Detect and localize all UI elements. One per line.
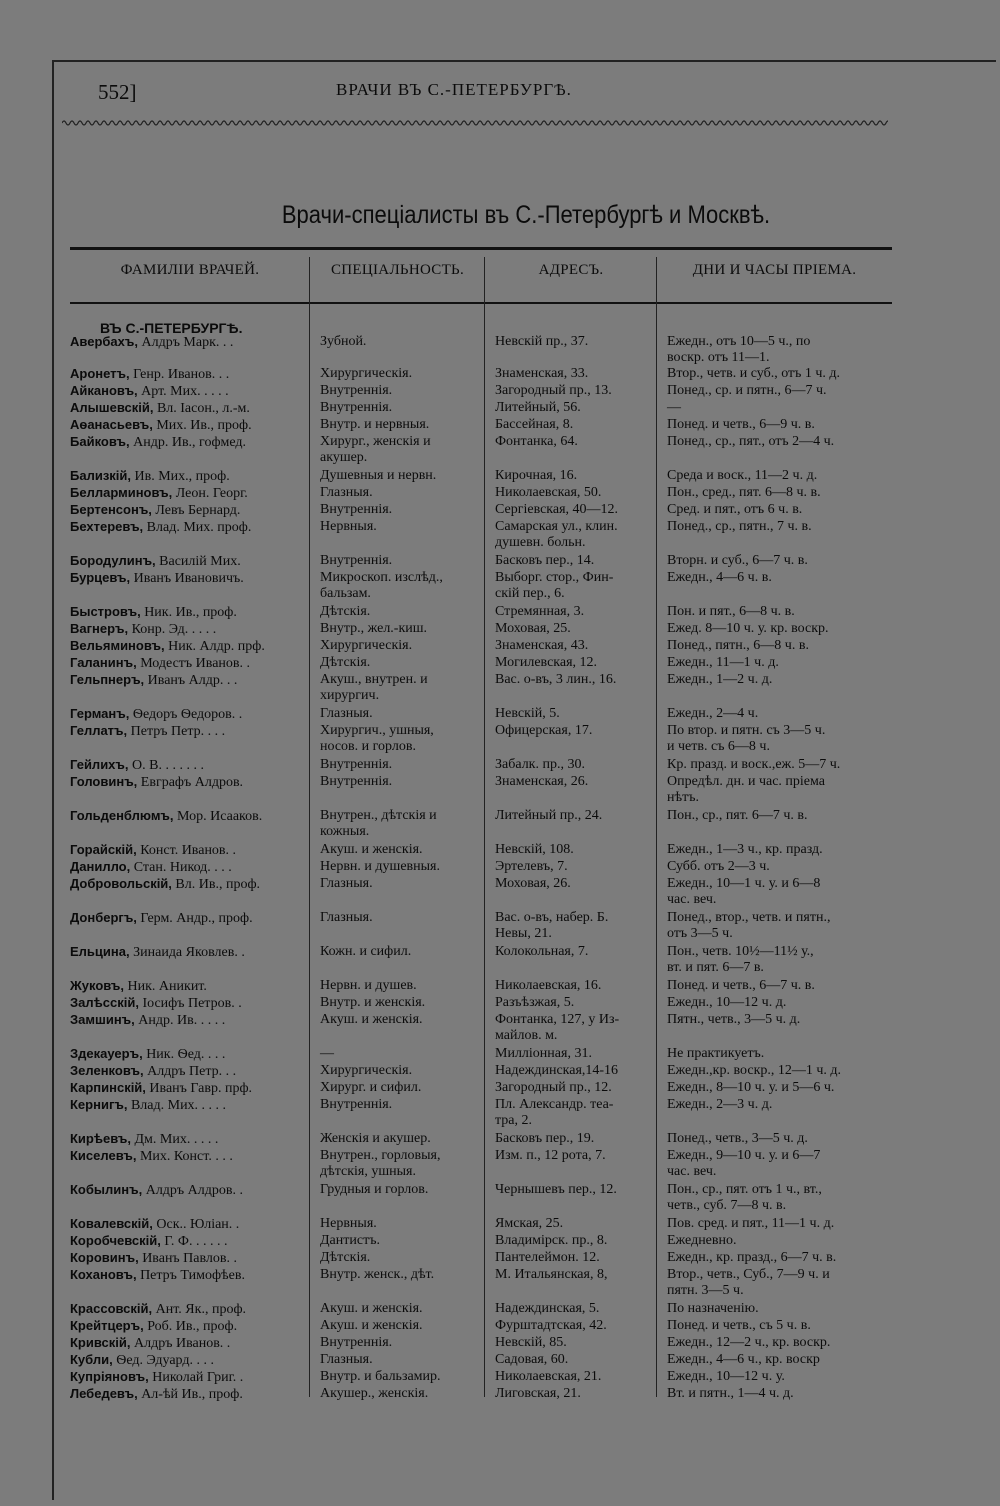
- column-header-specialty: СПЕЦІАЛЬНОСТЬ.: [330, 262, 465, 278]
- doctor-address: Фонтанка, 64.: [495, 434, 578, 449]
- doctor-specialty: Хирургическія.: [320, 366, 413, 381]
- doctor-surname: Авербахъ,: [70, 334, 138, 349]
- doctor-given-names: Генр. Иванов. . .: [129, 367, 230, 382]
- doctor-surname: Карпинскій,: [70, 1080, 146, 1095]
- doctor-address: М. Итальянская, 8,: [495, 1267, 608, 1282]
- doctor-given-names: Петръ Тимофѣев.: [136, 1268, 245, 1283]
- doctor-surname: Вагнеръ,: [70, 621, 129, 636]
- doctor-name: [70, 1318, 310, 1335]
- doctor-given-names: Мих. Ив., проф.: [152, 418, 252, 433]
- doctor-hours: Ежедн., кр. празд., 6—7 ч. в.: [667, 1250, 837, 1265]
- doctor-address: Басковъ пер., 14.: [495, 553, 595, 568]
- doctor-specialty: Грудныя и горлов.: [320, 1182, 429, 1197]
- doctor-specialty: Внутр. и женскія.: [320, 995, 426, 1010]
- doctor-address: Кирочная, 16.: [495, 468, 578, 483]
- doctor-name: [70, 519, 310, 536]
- doctor-specialty: Акуш. и женскія.: [320, 1012, 423, 1027]
- column-headers: [70, 252, 892, 302]
- page-title: Врачи-спеціалисты въ С.-Петербургѣ и Москвѣ.: [281, 200, 771, 229]
- doctor-hours: Кр. празд. и воск.,еж. 5—7 ч.: [667, 757, 841, 772]
- column-header-address: АДРЕСЪ.: [538, 262, 604, 278]
- doctor-hours: Пон. и пят., 6—8 ч. в.: [667, 604, 795, 619]
- doctor-surname: Галанинъ,: [70, 655, 137, 670]
- doctor-specialty: Глазныя.: [320, 910, 373, 925]
- doctor-address: Забалк. пр., 30.: [495, 757, 585, 772]
- doctor-name: [70, 842, 310, 859]
- doctor-specialty: Дантистъ.: [320, 1233, 380, 1248]
- doctor-hours: Ежедн.,кр. воскр., 12—1 ч. д.: [667, 1063, 842, 1078]
- doctor-surname: Байковъ,: [70, 434, 130, 449]
- doctor-given-names: Алдръ Алдров. .: [142, 1183, 243, 1198]
- doctor-address: Знаменская, 26.: [495, 774, 589, 789]
- doctor-name: [70, 876, 310, 893]
- doctor-name: [70, 1386, 310, 1403]
- doctor-given-names: Арт. Мих. . . . .: [137, 384, 229, 399]
- doctor-surname: Кобылинъ,: [70, 1182, 143, 1197]
- doctor-address: Самарская ул., клин. душевн. больн.: [495, 519, 618, 550]
- doctor-address: Николаевская, 50.: [495, 485, 602, 500]
- column-header-hours: ДНИ И ЧАСЫ ПРІЕМА.: [692, 262, 857, 278]
- doctor-specialty: Внутреннія.: [320, 502, 393, 517]
- doctor-specialty: Хирург. и сифил.: [320, 1080, 422, 1095]
- doctor-given-names: Зинаида Яковлев. .: [129, 945, 245, 960]
- doctor-given-names: Модестъ Иванов. .: [136, 656, 251, 671]
- doctor-hours: Ежед. 8—10 ч. у. кр. воскр.: [667, 621, 829, 636]
- doctor-specialty: —: [320, 1046, 334, 1061]
- doctor-hours: По назначенію.: [667, 1301, 759, 1316]
- doctor-specialty: Глазныя.: [320, 1352, 373, 1367]
- doctor-specialty: Нервн. и душев.: [320, 978, 417, 993]
- doctor-specialty: Хирургич., ушныя, носов. и горлов.: [320, 723, 434, 754]
- doctor-surname: Бурцевъ,: [70, 570, 131, 585]
- doctor-surname: Аронетъ,: [70, 366, 130, 381]
- doctor-surname: Германъ,: [70, 706, 130, 721]
- doctor-surname: Коробчевскій,: [70, 1233, 161, 1248]
- doctor-hours: Понед., четв., 3—5 ч. д.: [667, 1131, 808, 1146]
- running-title: ВРАЧИ ВЪ С.-ПЕТЕРБУРГѢ.: [336, 80, 572, 99]
- doctor-address: Пантелеймон. 12.: [495, 1250, 600, 1265]
- doctor-given-names: Влад. Мих. проф.: [143, 520, 252, 535]
- doctor-address: Владимірск. пр., 8.: [495, 1233, 608, 1248]
- doctor-specialty: Хирургическія.: [320, 1063, 413, 1078]
- doctor-hours: Ежедн., 10—12 ч. у.: [667, 1369, 785, 1384]
- doctor-name: [70, 1097, 310, 1114]
- header-rule: [70, 247, 892, 250]
- doctor-surname: Добровольскій,: [70, 876, 172, 891]
- doctor-specialty: Зубной.: [320, 334, 367, 349]
- doctor-name: [70, 1267, 310, 1284]
- doctor-hours: Понед., ср., пят., отъ 2—4 ч.: [667, 434, 835, 449]
- doctor-hours: Субб. отъ 2—3 ч.: [667, 859, 770, 874]
- doctor-specialty: Внутреннія.: [320, 1335, 393, 1350]
- doctor-address: Надеждинская,14-16: [495, 1063, 619, 1078]
- doctor-hours: Ежедн., 10—12 ч. д.: [667, 995, 787, 1010]
- doctor-name: [70, 621, 310, 638]
- doctor-specialty: Внутрен., дѣтскія и кожныя.: [320, 808, 437, 839]
- doctor-specialty: Акушер., женскія.: [320, 1386, 429, 1401]
- doctor-hours: Ежедн., 1—2 ч. д.: [667, 672, 773, 687]
- doctor-address: Николаевская, 21.: [495, 1369, 602, 1384]
- doctor-specialty: Внутр. и бальзамир.: [320, 1369, 441, 1384]
- doctor-given-names: Леон. Георг.: [172, 486, 248, 501]
- doctor-given-names: Андр. Ив. . . . .: [134, 1013, 226, 1028]
- doctor-address: Стремянная, 3.: [495, 604, 585, 619]
- doctor-given-names: Ник. Алдр. прф.: [164, 639, 265, 654]
- doctor-specialty: Нервныя.: [320, 519, 377, 534]
- doctor-hours: Втор., четв. и суб., отъ 1 ч. д.: [667, 366, 841, 381]
- doctor-address: Эртелевъ, 7.: [495, 859, 568, 874]
- doctor-given-names: Иванъ Гавр. прф.: [145, 1081, 253, 1096]
- doctor-address: Загородный пр., 13.: [495, 383, 612, 398]
- doctor-address: Лиговская, 21.: [495, 1386, 581, 1401]
- doctor-name: [70, 757, 310, 774]
- doctor-specialty: Внутреннія.: [320, 383, 393, 398]
- doctor-address: Пл. Александр. теа- тра, 2.: [495, 1097, 614, 1128]
- doctor-given-names: Ѳедоръ Ѳедоров. .: [129, 707, 243, 722]
- doctor-hours: Пятн., четв., 3—5 ч. д.: [667, 1012, 801, 1027]
- doctor-name: [70, 1012, 310, 1029]
- doctor-given-names: Иванъ Алдр. . .: [144, 673, 238, 688]
- wavy-rule: [62, 116, 888, 130]
- doctor-given-names: Андр. Ив., гофмед.: [129, 435, 247, 450]
- doctor-hours: Понед., ср., пятн., 7 ч. в.: [667, 519, 812, 534]
- doctor-surname: Кохановъ,: [70, 1267, 137, 1282]
- doctor-name: [70, 1216, 310, 1233]
- doctor-surname: Вельяминовъ,: [70, 638, 165, 653]
- doctor-hours: По втор. и пятн. съ 3—5 ч. и четв. съ 6—8 ч.: [667, 723, 826, 754]
- doctor-hours: Ежедн., отъ 10—5 ч., по воскр. отъ 11—1.: [667, 334, 811, 365]
- doctor-address: Басковъ пер., 19.: [495, 1131, 595, 1146]
- doctor-specialty: Внутреннія.: [320, 400, 393, 415]
- doctor-hours: Понед., пятн., 6—8 ч. в.: [667, 638, 809, 653]
- doctor-hours: Ежедн., 11—1 ч. д.: [667, 655, 779, 670]
- doctor-surname: Бехтеревъ,: [70, 519, 144, 534]
- doctor-name: [70, 655, 310, 672]
- doctor-surname: Ельцина,: [70, 944, 130, 959]
- doctor-given-names: Ив. Мих., проф.: [131, 469, 230, 484]
- doctor-surname: Здекауеръ,: [70, 1046, 143, 1061]
- doctor-specialty: Акуш. и женскія.: [320, 842, 423, 857]
- doctor-specialty: Хирург., женскія и акушер.: [320, 434, 431, 465]
- doctor-surname: Купріяновъ,: [70, 1369, 149, 1384]
- doctor-hours: Вт. и пятн., 1—4 ч. д.: [667, 1386, 794, 1401]
- doctors-table: [70, 304, 892, 1404]
- doctor-address: Литейный пр., 24.: [495, 808, 603, 823]
- doctor-hours: Ежедневно.: [667, 1233, 737, 1248]
- doctor-specialty: Внутр. женск., дѣт.: [320, 1267, 435, 1282]
- doctor-given-names: Конр. Эд. . . . .: [128, 622, 217, 637]
- doctor-given-names: Петръ Петр. . . .: [127, 724, 226, 739]
- doctor-given-names: Оск.. Юліан. .: [152, 1217, 240, 1232]
- doctor-specialty: Нервн. и душевныя.: [320, 859, 440, 874]
- doctor-surname: Геллатъ,: [70, 723, 128, 738]
- doctor-address: Надеждинская, 5.: [495, 1301, 600, 1316]
- doctor-address: Невскій, 85.: [495, 1335, 567, 1350]
- doctor-surname: Лебедевъ,: [70, 1386, 138, 1401]
- doctor-surname: Зеленковъ,: [70, 1063, 144, 1078]
- doctor-hours: Ежедн., 1—3 ч., кр. празд.: [667, 842, 823, 857]
- doctor-specialty: Внутреннія.: [320, 757, 393, 772]
- doctor-surname: Кривскій,: [70, 1335, 131, 1350]
- doctor-given-names: Ал-ѣй Ив., проф.: [137, 1387, 243, 1402]
- doctor-specialty: Душевныя и нервн.: [320, 468, 437, 483]
- doctor-name: [70, 383, 310, 400]
- doctor-address: Фурштадтская, 42.: [495, 1318, 607, 1333]
- doctor-surname: Крейтцеръ,: [70, 1318, 144, 1333]
- doctor-address: Разъѣзжая, 5.: [495, 995, 575, 1010]
- doctor-address: Знаменская, 43.: [495, 638, 589, 653]
- doctor-surname: Гольденблюмъ,: [70, 808, 174, 823]
- doctor-address: Вас. о-въ, 3 лин., 16.: [495, 672, 617, 687]
- doctor-hours: —: [667, 400, 681, 415]
- doctor-surname: Данилло,: [70, 859, 131, 874]
- doctor-specialty: Внутр. и нервныя.: [320, 417, 430, 432]
- doctor-surname: Ковалевскій,: [70, 1216, 153, 1231]
- doctor-specialty: Дѣтскія.: [320, 604, 371, 619]
- doctor-given-names: Дм. Мих. . . . .: [131, 1132, 219, 1147]
- doctor-given-names: Вл. Ив., проф.: [171, 877, 261, 892]
- doctor-specialty: Женскія и акушер.: [320, 1131, 431, 1146]
- doctor-address: Чернышевъ пер., 12.: [495, 1182, 617, 1197]
- doctor-specialty: Глазныя.: [320, 876, 373, 891]
- doctor-name: [70, 1352, 310, 1369]
- doctor-surname: Алышевскій,: [70, 400, 154, 415]
- doctor-hours: Понед. и четв., 6—9 ч. в.: [667, 417, 815, 432]
- doctor-given-names: Роб. Ив., проф.: [143, 1319, 238, 1334]
- doctor-name: [70, 485, 310, 502]
- doctor-surname: Бализкій,: [70, 468, 132, 483]
- doctor-address: Милліонная, 31.: [495, 1046, 592, 1061]
- doctor-hours: Ежедн., 10—1 ч. у. и 6—8 час. веч.: [667, 876, 821, 907]
- doctor-surname: Кирѣевъ,: [70, 1131, 131, 1146]
- doctor-address: Выборг. стор., Фин- скій пер., 6.: [495, 570, 614, 601]
- doctor-name: [70, 553, 310, 570]
- doctor-specialty: Внутреннія.: [320, 774, 393, 789]
- doctor-name: [70, 1182, 310, 1199]
- doctor-specialty: Глазныя.: [320, 706, 373, 721]
- doctor-address: Колокольная, 7.: [495, 944, 589, 959]
- doctor-address: Офицерская, 17.: [495, 723, 593, 738]
- section-heading: ВЪ С.-ПЕТЕРБУРГѢ.: [100, 320, 243, 336]
- doctor-name: [70, 468, 310, 485]
- doctor-given-names: Ант. Як., проф.: [152, 1302, 247, 1317]
- doctor-given-names: Иванъ Павлов. .: [138, 1251, 238, 1266]
- doctor-surname: Айкановъ,: [70, 383, 138, 398]
- doctor-surname: Белларминовъ,: [70, 485, 173, 500]
- doctor-given-names: Иванъ Ивановичъ.: [130, 571, 244, 586]
- doctor-given-names: Мих. Конст. . . .: [136, 1149, 233, 1164]
- doctor-hours: Втор., четв., Суб., 7—9 ч. и пятн. 3—5 ч.: [667, 1267, 830, 1298]
- doctor-surname: Бертенсонъ,: [70, 502, 152, 517]
- doctor-name: [70, 944, 310, 961]
- doctor-address: Могилевская, 12.: [495, 655, 598, 670]
- doctor-name: [70, 808, 310, 825]
- doctor-hours: Понед. и четв., съ 5 ч. в.: [667, 1318, 811, 1333]
- doctor-hours: Опредѣл. дн. и час. пріема нѣтъ.: [667, 774, 825, 805]
- doctor-surname: Донбергъ,: [70, 910, 137, 925]
- doctor-given-names: Евграфъ Алдров.: [137, 775, 244, 790]
- doctor-specialty: Дѣтскія.: [320, 1250, 371, 1265]
- doctor-name: [70, 1369, 310, 1386]
- doctor-name: [70, 366, 310, 383]
- doctor-name: [70, 1301, 310, 1318]
- doctor-address: Невскій, 108.: [495, 842, 574, 857]
- doctor-address: Знаменская, 33.: [495, 366, 589, 381]
- doctor-hours: Ежедн., 2—3 ч. д.: [667, 1097, 773, 1112]
- doctor-name: [70, 400, 310, 417]
- doctor-name: [70, 910, 310, 927]
- doctor-given-names: Іосифъ Петров. .: [138, 996, 242, 1011]
- doctor-specialty: Акуш. и женскія.: [320, 1318, 423, 1333]
- doctor-hours: Пон., ср., пят. отъ 1 ч., вт., четв., суб. 7—8 ч. в.: [667, 1182, 822, 1213]
- doctor-name: [70, 1233, 310, 1250]
- doctor-hours: Ежедн., 2—4 ч.: [667, 706, 759, 721]
- doctor-given-names: Вл. Іасон., л.-м.: [153, 401, 250, 416]
- doctor-given-names: Влад. Мих. . . . .: [127, 1098, 227, 1113]
- doctor-name: [70, 434, 310, 451]
- doctor-hours: Понед. и четв., 6—7 ч. в.: [667, 978, 815, 993]
- doctor-address: Моховая, 25.: [495, 621, 571, 636]
- doctor-surname: Головинъ,: [70, 774, 138, 789]
- doctor-specialty: Внутр., жел.-киш.: [320, 621, 428, 636]
- doctor-hours: Пон., четв. 10½—11½ у., вт. и пят. 6—7 в.: [667, 944, 814, 975]
- column-header-names: ФАМИЛІИ ВРАЧЕЙ.: [120, 262, 260, 278]
- doctor-address: Вас. о-въ, набер. Б. Невы, 21.: [495, 910, 609, 941]
- doctor-name: [70, 723, 310, 740]
- doctor-hours: Понед., ср. и пятн., 6—7 ч.: [667, 383, 827, 398]
- doctor-hours: Ежедн., 4—6 ч., кр. воскр: [667, 1352, 820, 1367]
- page: [52, 60, 996, 1500]
- doctor-given-names: Ник. Ѳед. . . .: [142, 1047, 226, 1062]
- doctor-name: [70, 570, 310, 587]
- doctor-name: [70, 1250, 310, 1267]
- doctor-name: [70, 1063, 310, 1080]
- doctor-name: [70, 672, 310, 689]
- doctor-name: [70, 1148, 310, 1165]
- doctor-address: Сергіевская, 40—12.: [495, 502, 619, 517]
- doctor-hours: Ежедн., 4—6 ч. в.: [667, 570, 772, 585]
- page-number: 552]: [98, 80, 137, 104]
- doctor-surname: Замшинъ,: [70, 1012, 135, 1027]
- doctor-surname: Залѣсскій,: [70, 995, 139, 1010]
- doctor-name: [70, 978, 310, 995]
- doctor-hours: Пон., ср., пят. 6—7 ч. в.: [667, 808, 808, 823]
- doctor-given-names: Герм. Андр., проф.: [136, 911, 253, 926]
- doctor-given-names: О. В. . . . . . .: [128, 758, 204, 773]
- doctor-surname: Жуковъ,: [70, 978, 125, 993]
- doctor-specialty: Внутреннія.: [320, 1097, 393, 1112]
- doctor-hours: Не практикуетъ.: [667, 1046, 765, 1061]
- doctor-name: [70, 706, 310, 723]
- doctor-surname: Гельпнеръ,: [70, 672, 145, 687]
- doctor-address: Бассейная, 8.: [495, 417, 574, 432]
- doctor-surname: Бородулинъ,: [70, 553, 156, 568]
- doctor-name: [70, 1046, 310, 1063]
- doctor-name: [70, 1131, 310, 1148]
- doctor-given-names: Алдръ Петр. . .: [143, 1064, 237, 1079]
- doctor-given-names: Левъ Бернард.: [151, 503, 241, 518]
- doctor-hours: Ежедн., 9—10 ч. у. и 6—7 час. веч.: [667, 1148, 821, 1179]
- doctor-specialty: Кожн. и сифил.: [320, 944, 412, 959]
- doctor-surname: Аѳанасьевъ,: [70, 417, 153, 432]
- doctor-hours: Ежедн., 12—2 ч., кр. воскр.: [667, 1335, 831, 1350]
- doctor-address: Невскій, 5.: [495, 706, 560, 721]
- running-header: [54, 80, 998, 110]
- doctor-address: Ямская, 25.: [495, 1216, 564, 1231]
- doctor-hours: Пов. сред. и пят., 11—1 ч. д.: [667, 1216, 835, 1231]
- doctor-address: Садовая, 60.: [495, 1352, 569, 1367]
- doctor-surname: Гейлихъ,: [70, 757, 129, 772]
- doctor-specialty: Внутрен., горловыя, дѣтскія, ушныя.: [320, 1148, 441, 1179]
- doctor-given-names: Алдръ Марк. . .: [137, 335, 234, 350]
- doctor-name: [70, 417, 310, 434]
- doctor-specialty: Акуш. и женскія.: [320, 1301, 423, 1316]
- doctor-name: [70, 859, 310, 876]
- doctor-specialty: Глазныя.: [320, 485, 373, 500]
- doctor-specialty: Нервныя.: [320, 1216, 377, 1231]
- doctor-name: [70, 502, 310, 519]
- doctor-hours: Среда и воск., 11—2 ч. д.: [667, 468, 818, 483]
- doctor-name: [70, 638, 310, 655]
- doctor-hours: Сред. и пят., отъ 6 ч. в.: [667, 502, 803, 517]
- doctor-given-names: Мор. Исааков.: [173, 809, 263, 824]
- doctor-specialty: Внутреннія.: [320, 553, 393, 568]
- doctor-address: Невскій пр., 37.: [495, 334, 589, 349]
- doctor-hours: Пон., сред., пят. 6—8 ч. в.: [667, 485, 821, 500]
- doctor-name: [70, 1080, 310, 1097]
- doctor-address: Моховая, 26.: [495, 876, 571, 891]
- doctor-address: Литейный, 56.: [495, 400, 581, 415]
- doctor-surname: Коровинъ,: [70, 1250, 139, 1265]
- doctor-name: [70, 1335, 310, 1352]
- doctor-given-names: Николай Григ. .: [148, 1370, 244, 1385]
- doctor-surname: Быстровъ,: [70, 604, 141, 619]
- doctor-given-names: Василій Мих.: [155, 554, 241, 569]
- doctor-specialty: Акуш., внутрен. и хирургич.: [320, 672, 428, 703]
- doctor-specialty: Хирургическія.: [320, 638, 413, 653]
- doctor-surname: Кубли,: [70, 1352, 113, 1367]
- doctor-given-names: Ник. Ив., проф.: [140, 605, 237, 620]
- doctor-name: [70, 995, 310, 1012]
- doctor-specialty: Микроскоп. изслѣд., бальзам.: [320, 570, 443, 601]
- doctor-address: Фонтанка, 127, у Из- майлов. м.: [495, 1012, 620, 1043]
- doctor-name: [70, 334, 310, 351]
- doctor-specialty: Дѣтскія.: [320, 655, 371, 670]
- doctor-hours: Понед., втор., четв. и пятн., отъ 3—5 ч.: [667, 910, 831, 941]
- doctor-address: Изм. п., 12 рота, 7.: [495, 1148, 606, 1163]
- doctor-given-names: Ѳед. Эдуард. . . .: [112, 1353, 214, 1368]
- doctor-address: Николаевская, 16.: [495, 978, 602, 993]
- doctor-given-names: Алдръ Иванов. .: [130, 1336, 231, 1351]
- doctor-given-names: Г. Ф. . . . . .: [160, 1234, 228, 1249]
- doctor-given-names: Стан. Никод. . . .: [130, 860, 232, 875]
- doctor-name: [70, 774, 310, 791]
- doctor-hours: Вторн. и суб., 6—7 ч. в.: [667, 553, 808, 568]
- doctor-surname: Кернигъ,: [70, 1097, 128, 1112]
- doctor-surname: Киселевъ,: [70, 1148, 137, 1163]
- doctor-hours: Ежедн., 8—10 ч. у. и 5—6 ч.: [667, 1080, 835, 1095]
- doctor-surname: Горайскій,: [70, 842, 137, 857]
- doctor-surname: Крассовскій,: [70, 1301, 153, 1316]
- doctor-given-names: Конст. Иванов. .: [136, 843, 237, 858]
- doctor-given-names: Ник. Аникит.: [124, 979, 207, 994]
- doctor-address: Загородный пр., 12.: [495, 1080, 612, 1095]
- doctor-name: [70, 604, 310, 621]
